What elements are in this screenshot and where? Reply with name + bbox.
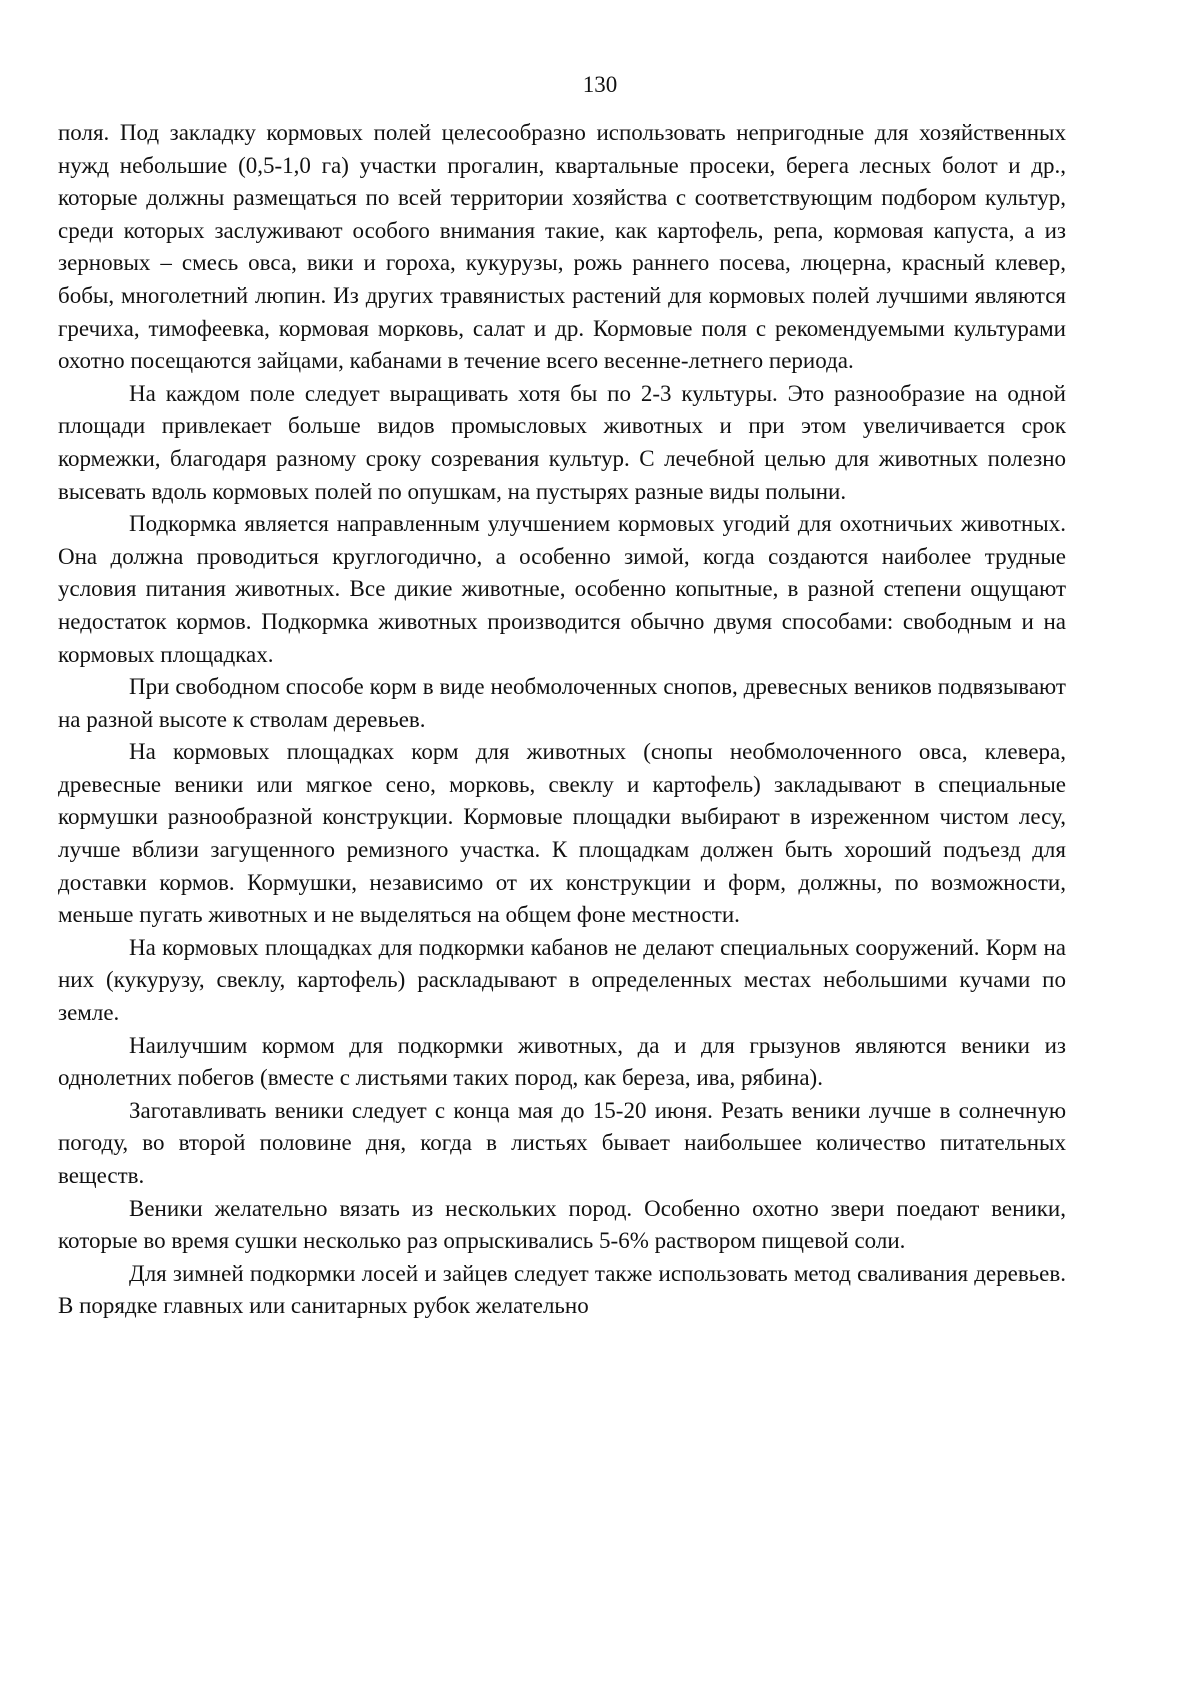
paragraph-4: При свободном способе корм в виде необмолоченных снопов, древесных веников подвязывают на разной высоте к стволам деревьев.	[58, 674, 1066, 732]
paragraph-9: Веники желательно вязать из нескольких пород. Особенно охотно звери поедают веники, которые во время сушки несколько раз опрыскивались 5-6% раствором пищевой соли.	[58, 1195, 1066, 1254]
paragraph-3: Подкормка является направленным улучшением кормовых угодий для охотничьих животных. Она должна проводиться круглогодично, а особенно зимой, когда создаются наиболее трудные условия питания животных. Все дикие животные, особенно копытные, в разной степени ощущают недостаток кормов. Подкормка животных производится обычно двумя способами: свободным и на кормовых площадках.	[58, 511, 1066, 667]
paragraph-2: На каждом поле следует выращивать хотя бы по 2-3 культуры. Это разнообразие на одной площади привлекает больше видов промысловых животных и при этом увеличивается срок кормежки, благодаря разному сроку созревания культур. С лечебной целью для животных полезно высевать вдоль кормовых полей по опушкам, на пустырях разные виды полыни.	[58, 380, 1066, 504]
paragraph-8: Заготавливать веники следует с конца мая до 15-20 июня. Резать веники лучше в солнечную погоду, во второй половине дня, когда в листьях бывает наибольшее количество питательных веществ.	[58, 1097, 1066, 1188]
paragraph-1: поля. Под закладку кормовых полей целесообразно использовать непригодные для хозяйственных нужд небольшие (0,5-1,0 га) участки прогалин, квартальные просеки, берега лесных болот и др., которые должны размещаться по всей территории хозяйства с соответствующим подбором культур, среди которых заслуживают особого внимания такие, как картофель, репа, кормовая капуста, а из зерновых – смесь овса, вики и гороха, кукурузы, рожь раннего посева, люцерна, красный клевер, бобы, многолетний люпин. Из других травянистых растений для кормовых полей лучшими являются гречиха, тимофеевка, кормовая морковь, салат и др. Кормовые поля с рекомендуемыми культурами охотно посещаются зайцами, кабанами в течение всего весенне-летнего периода.	[58, 120, 1066, 374]
paragraph-10: Для зимней подкормки лосей и зайцев следует также использовать метод сваливания деревьев. В порядке главных или санитарных рубок желательно	[58, 1260, 1066, 1319]
paragraph-7: Наилучшим кормом для подкормки животных, да и для грызунов являются веники из однолетних побегов (вместе с листьями таких пород, как береза, ива, рябина).	[58, 1032, 1066, 1091]
paragraph-5: На кормовых площадках корм для животных (снопы необмолоченного овса, клевера, древесные веники или мягкое сено, морковь, свеклу и картофель) закладывают в специальные кормушки разнообразной конструкции. Кормовые площадки выбирают в изреженном чистом лесу, лучше вблизи загущенного ремизного участка. К площадкам должен быть хороший подъезд для доставки кормов. Кормушки, независимо от их конструкции и форм, должны, по возможности, меньше пугать животных и не выделяться на общем фоне местности.	[58, 739, 1066, 928]
page-number: 130	[582, 72, 618, 97]
text-body	[58, 117, 1066, 1323]
paragraph-6: На кормовых площадках для подкормки кабанов не делают специальных сооружений. Корм на них (кукурузу, свеклу, картофель) раскладывают в определенных местах небольшими кучами по земле.	[58, 934, 1066, 1026]
